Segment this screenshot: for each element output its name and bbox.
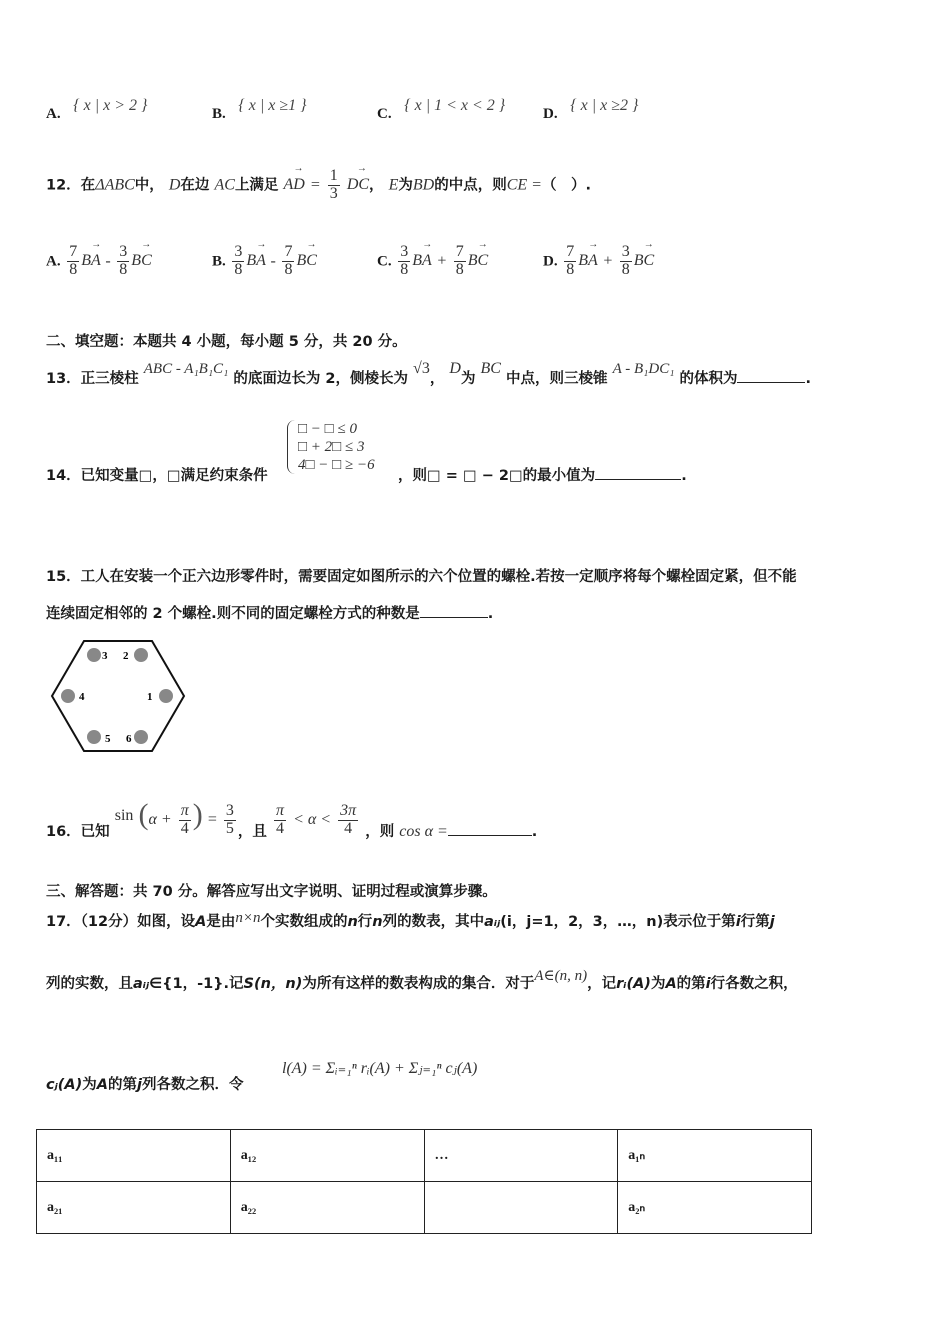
- question-14-suffix: ，则□ = □ − 2□的最小值为 .: [398, 468, 687, 484]
- hexagon-figure: [48, 636, 188, 756]
- table-cell: a₂₁: [37, 1182, 231, 1234]
- bolt-label-5: 5: [105, 733, 111, 745]
- q16-answer-blank[interactable]: [448, 823, 532, 836]
- q11-option-a: A. { x | x > 2 }: [46, 97, 148, 122]
- bolt-label-2: 2: [123, 650, 129, 662]
- question-17-line2: 列的实数，且aᵢⱼ∈{1，-1}.记S(n，n)为所有这样的数表构成的集合．对于A∈(n, n)，记rᵢ(A)为A的第i行各数之积，: [46, 968, 798, 992]
- question-17-line1: 17．（12分）如图，设A是由n×n个实数组成的n行n列的数表，其中aᵢⱼ(i，j=1，2，3，…，n)表示位于第i行第j: [46, 910, 775, 930]
- q12-option-a: A. $\frac{7}{8}$ → BA - $\frac{3}{8}$ → BC: [46, 244, 152, 279]
- q11-option-c: C. { x | 1 < x < 2 }: [377, 97, 506, 122]
- table-cell: …: [424, 1130, 618, 1182]
- q12-option-b: B. $\frac{3}{8}$ → BA - $\frac{7}{8}$ → BC: [212, 244, 317, 279]
- table-row: [37, 1130, 812, 1182]
- table-cell: a₁ₙ: [618, 1130, 812, 1182]
- q11-option-d: D. { x | x ≥2 }: [543, 97, 639, 122]
- table-cell: a₂ₙ: [618, 1182, 812, 1234]
- q12-option-c: C. $\frac{3}{8}$ → BA + $\frac{7}{8}$ → BC: [377, 244, 488, 279]
- q14-answer-blank[interactable]: [595, 467, 681, 480]
- table-cell: a₁₁: [37, 1130, 231, 1182]
- q12-option-d: D. $\frac{7}{8}$ → BA + $\frac{3}{8}$ → BC: [543, 244, 654, 279]
- section-2-heading: 二、填空题：本题共 4 小题，每小题 5 分，共 20 分。: [46, 334, 407, 350]
- table-cell: [424, 1182, 618, 1234]
- bolt-4: [61, 689, 75, 703]
- table-row: [37, 1182, 812, 1234]
- bolt-label-4: 4: [79, 691, 85, 703]
- question-13: 13．正三棱柱 ABC - A₁B₁C₁ 的底面边长为 2，侧棱长为 √3， D为 BC 中点，则三棱锥 A - B₁DC₁ 的体积为 .: [46, 360, 811, 387]
- section-3-heading: 三、解答题：共 70 分。解答应写出文字说明、证明过程或演算步骤。: [46, 884, 497, 900]
- question-12: 12．在ΔABC中， D在边 AC上满足 → AD = $\frac{1}{3}$ → DC， E为BD的中点，则CE =（ ）.: [46, 168, 591, 203]
- bolt-label-3: 3: [102, 650, 108, 662]
- q12-fraction: $\frac{1}{3}$: [329, 167, 338, 202]
- q11-option-b: B. { x | x ≥1 }: [212, 97, 307, 122]
- question-15-line2: 连续固定相邻的 2 个螺栓.则不同的固定螺栓方式的种数是 .: [46, 606, 494, 622]
- bolt-label-6: 6: [126, 733, 132, 745]
- table-cell: a₁₂: [230, 1130, 424, 1182]
- q15-answer-blank[interactable]: [420, 605, 488, 618]
- question-15-line1: 15．工人在安装一个正六边形零件时，需要固定如图所示的六个位置的螺栓.若按一定顺序将每个螺栓固定紧，但不能: [46, 569, 797, 585]
- bolt-1: [159, 689, 173, 703]
- bolt-3: [87, 648, 101, 662]
- q17-formula: l(A) = Σᵢ₌₁ⁿ rᵢ(A) + Σⱼ₌₁ⁿ cⱼ(A): [282, 1060, 478, 1077]
- bolt-5: [87, 730, 101, 744]
- q14-constraint-system: □ − □ ≤ 0 □ + 2□ ≤ 3 4□ − □ ≥ −6: [287, 420, 375, 474]
- table-cell: a₂₂: [230, 1182, 424, 1234]
- matrix-table: [36, 1129, 812, 1234]
- question-16: 16．已知 sin (α + $\frac{\pi}{4}$ ) = $\frac{3}{5}$ ，且 $\frac{\pi}{4}$ < α < $\frac{3\pi}{4}$ ，则 cos α = .: [46, 798, 538, 840]
- question-17-line3: cⱼ(A)为A的第j列各数之积．令: [46, 1077, 244, 1093]
- question-14-prefix: 14．已知变量□，□满足约束条件: [46, 468, 268, 484]
- q13-answer-blank[interactable]: [737, 370, 805, 383]
- bolt-2: [134, 648, 148, 662]
- bolt-label-1: 1: [147, 691, 153, 703]
- bolt-6: [134, 730, 148, 744]
